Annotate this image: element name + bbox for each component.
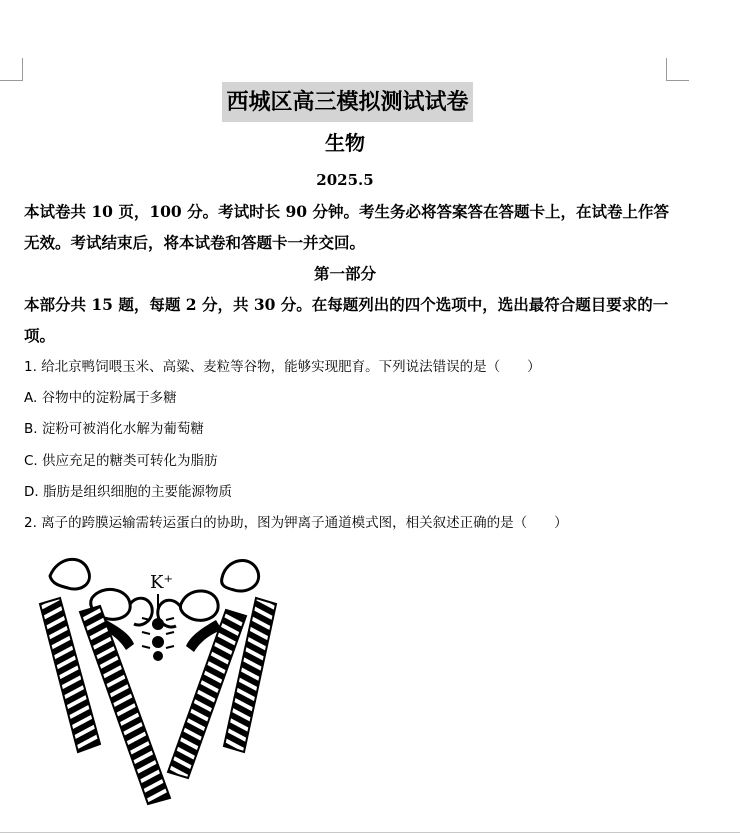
question-1-option-b: B. 淀粉可被消化水解为葡萄糖 bbox=[24, 421, 204, 437]
exam-title: 西城区高三模拟测试试卷 bbox=[222, 82, 472, 122]
exam-subject: 生物 bbox=[325, 131, 365, 155]
potassium-ion-2 bbox=[152, 636, 164, 648]
section-description: 本部分共 15 题，每题 2 分，共 30 分。在每题列出的四个选项中，选出最符合题目要求的一项。 bbox=[24, 295, 669, 345]
section-title: 第一部分 bbox=[313, 264, 376, 283]
question-1-option-a: A. 谷物中的淀粉属于多糖 bbox=[24, 390, 177, 406]
question-1-option-d: D. 脂肪是组织细胞的主要能源物质 bbox=[24, 484, 232, 500]
potassium-ion-1 bbox=[152, 618, 164, 630]
right-top-loop bbox=[222, 561, 259, 592]
exam-instructions: 本试卷共 10 页，100 分。考试时长 90 分钟。考生务必将答案答在答题卡上，在试卷上作答无效。考试结束后，将本试卷和答题卡一并交回。 bbox=[24, 202, 669, 252]
right-inner-loop bbox=[180, 591, 218, 620]
title-wrap bbox=[0, 82, 695, 122]
question-2-stem: 2. 离子的跨膜运输需转运蛋白的协助，图为钾离子通道模式图，相关叙述正确的是（ ） bbox=[24, 515, 568, 531]
page-bottom-border bbox=[0, 832, 740, 833]
potassium-channel-diagram bbox=[30, 548, 290, 813]
question-1-option-c: C. 供应充足的糖类可转化为脂肪 bbox=[24, 453, 218, 469]
question-1-stem: 1. 给北京鸭饲喂玉米、高粱、麦粒等谷物，能够实现肥育。下列说法错误的是（ ） bbox=[24, 359, 541, 375]
ion-label: K⁺ bbox=[150, 572, 173, 593]
potassium-channel-figure bbox=[30, 548, 290, 813]
potassium-ion-3 bbox=[153, 651, 163, 661]
page-corner-mark-right bbox=[666, 58, 689, 81]
exam-date: 2025.5 bbox=[316, 171, 374, 189]
left-top-loop bbox=[50, 559, 89, 589]
page-corner-mark-left bbox=[0, 58, 23, 81]
